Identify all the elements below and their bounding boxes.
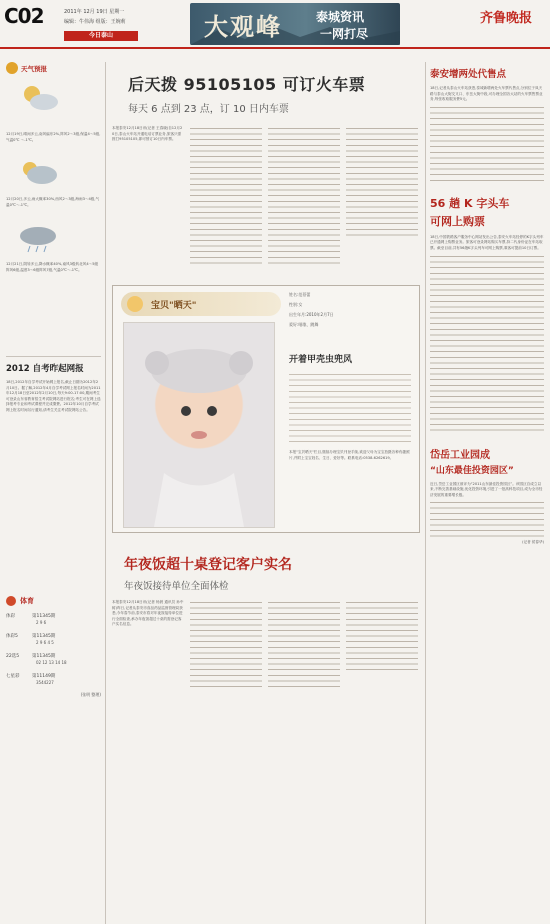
train-headline: 后天拨 95105105 可订火车票 (128, 75, 366, 94)
baby-banner (121, 292, 281, 316)
weather-header (6, 62, 101, 74)
right-s2-title2: 可网上购票 (430, 214, 485, 228)
baby-caption: 开着甲壳虫兜风 (289, 355, 353, 365)
train-subtitle: 每天 6 点到 23 点，订 10 日内车票 (128, 104, 289, 115)
baby-face-icon (124, 323, 274, 527)
baby-birth: 出生年月:2010年2月7日 (289, 312, 334, 317)
train-article (112, 126, 420, 276)
article-text-block (430, 254, 544, 434)
sports-title: 体育 (20, 597, 34, 605)
sports-credit: (张明 整理) (80, 692, 101, 697)
sports-row: 体彩 第11345期 (6, 614, 56, 619)
right-s3-title2: “山东最佳投资园区” (430, 465, 514, 476)
sports-section (6, 596, 101, 698)
baby-name: 姓名:范蓓蕾 (289, 292, 311, 297)
weather-day3: 12月21日,阴转多云,降水概率40%,南风3级转北风4～5级阵风6级,温度3～6级阵风7级,气温0℃～-1℃。 (6, 262, 99, 272)
banner-title: 大观峰 (204, 12, 282, 41)
baby-gender: 性别:女 (289, 302, 303, 307)
section-label: 今日泰山 (64, 31, 138, 41)
exam-title: 2012 自考昨起网报 (6, 364, 84, 374)
editor-line: 编辑：牛伟海 组版：王婉莉 (64, 19, 126, 25)
sports-numbers: 02 12 13 14 18 (36, 660, 67, 665)
column-divider (105, 62, 106, 924)
sports-row: 七星彩 第11149期 (6, 674, 56, 679)
sports-row: 体彩5 第11345期 (6, 634, 56, 639)
banner-subtitle-bottom: 一网打尽 (320, 27, 369, 41)
weather-icon-2 (16, 157, 60, 189)
article-text-block (190, 600, 262, 690)
newyear-lead: 本报泰安12月18日讯(记者 杨晨 通讯员 孙中树)昨日,记者从泰安市食品药品监督管理局获悉,今年春节前,泰安市将对年夜饭接待单位进行全面检查,承办年夜饭超过十桌的需登记客户实名信息。 (112, 600, 184, 627)
sports-row: 22选5 第11345期 (6, 654, 56, 659)
article-text-block (268, 600, 340, 690)
weather-section (6, 62, 101, 274)
baby-box (112, 285, 420, 533)
banner-subtitle-top: 泰城资讯 (316, 10, 365, 24)
paper-name: 齐鲁晚报 (480, 11, 533, 26)
article-text-block (190, 126, 262, 266)
weather-icon-1 (16, 82, 60, 114)
article-text-block (346, 600, 418, 670)
column-divider (425, 62, 426, 924)
baby-banner-label: 宝贝"晒天" (151, 301, 197, 311)
right-s3-body: 近日,岱岳工业园区被评为“2011山东最佳投资园区”。该园区自成立以来,不断完善基础设施,优化投资环境,引进了一批高科技项目,成为全市经济发展的重要增长极。 (430, 481, 543, 497)
weather-day1: 12月19日,晴间多云,南风偏东2%,阵风2～3级,保温4～5级,气温0℃ ～-1℃。 (6, 132, 101, 142)
masthead (0, 0, 550, 48)
page-number: C02 (4, 4, 44, 28)
right-s3-credit: (记者 侯春华) (522, 540, 544, 545)
newyear-subtitle: 年夜饭接待单位全面体检 (124, 581, 229, 592)
right-s3-title: 岱岳工业园成 (430, 449, 490, 461)
weather-title: 天气预报 (21, 64, 47, 73)
baby-note: 本报"宝贝晒天"栏目,继续办理宝贝刊登手续,欢迎父母为宝宝拍摄各种有趣照片,并附上宝宝姓名、生日、爱好等。联系电话:0538-6262619。 (289, 450, 410, 460)
right-s2-body: 18日,中国铁路客户服务中心网站发出公告,泰安火车站经停的K字头列车已开通网上购票业务。旅客可登录网站购买车票,持二代身份证在车站取票。截至目前,共有56趟K字头列车可网上购票,乘客可提前10日订票。 (430, 234, 544, 250)
sports-numbers: 2 9 6 4 5 (36, 640, 54, 645)
sports-header (6, 596, 101, 606)
article-text-block (346, 126, 418, 236)
exam-section (6, 362, 101, 414)
sports-numbers: 3544227 (36, 680, 54, 685)
sports-ball-icon (6, 596, 16, 606)
baby-photo (123, 322, 275, 528)
article-text-block (430, 105, 544, 185)
baby-hobby: 爱好:唱歌、跳舞 (289, 322, 319, 327)
baby-banner-icon (127, 296, 143, 312)
newyear-headline: 年夜饭超十桌登记客户实名 (124, 557, 292, 573)
baby-story (289, 372, 411, 442)
train-lead: 本报泰安12月18日讯(记者 王春晓)自12月20日,泰山火车站开通电话订票业务,旅客只需拨打95105105,即可预订10日内车票。 (112, 126, 183, 142)
banner (190, 3, 400, 45)
newyear-article (112, 600, 420, 700)
exam-body: 18日,2012年自学考试开始网上报名,截止日期为2012年2月10日。据了解,2012年4月自学考试网上报名时间为2011年12月18日至2012年2月10日,每天9:00-17:00,期间考生可登录山东省教育招生考试院网站进行报名;考生可在网上选择报考专业和考试课程并完成缴费。2012年10月自学考试网上报名时间另行通知,请考生关注考试院网站公告。 (6, 380, 101, 412)
sports-numbers: 2 9 6 (36, 620, 47, 625)
weather-icon-3 (16, 222, 60, 254)
date-line: 2011年 12月 19日 星期一 (64, 9, 125, 15)
right-s2-title: 56 趟 K 字头车 (430, 196, 510, 210)
masthead-rule (0, 47, 550, 49)
article-text-block (268, 126, 340, 266)
weather-sun-icon (6, 62, 18, 74)
baby-info (289, 292, 411, 328)
weather-day2: 12月20日,多云,雨大概率30%,西风2～3级,海雨3～4级,气温0℃～-1℃。 (6, 197, 100, 207)
right-column (430, 62, 544, 546)
article-text-block (430, 500, 544, 540)
section-divider (6, 356, 101, 357)
right-s1-title: 泰安增两处代售点 (430, 69, 507, 80)
right-s1-body: 18日,记者从泰山火车站获悉,泰城新增两处火车票代售点,分别位于凤天路与泰山大街交叉口、东岳大街中段,可办理全国各大站的火车票售票业务,每张收取服务费5元。 (430, 86, 543, 102)
